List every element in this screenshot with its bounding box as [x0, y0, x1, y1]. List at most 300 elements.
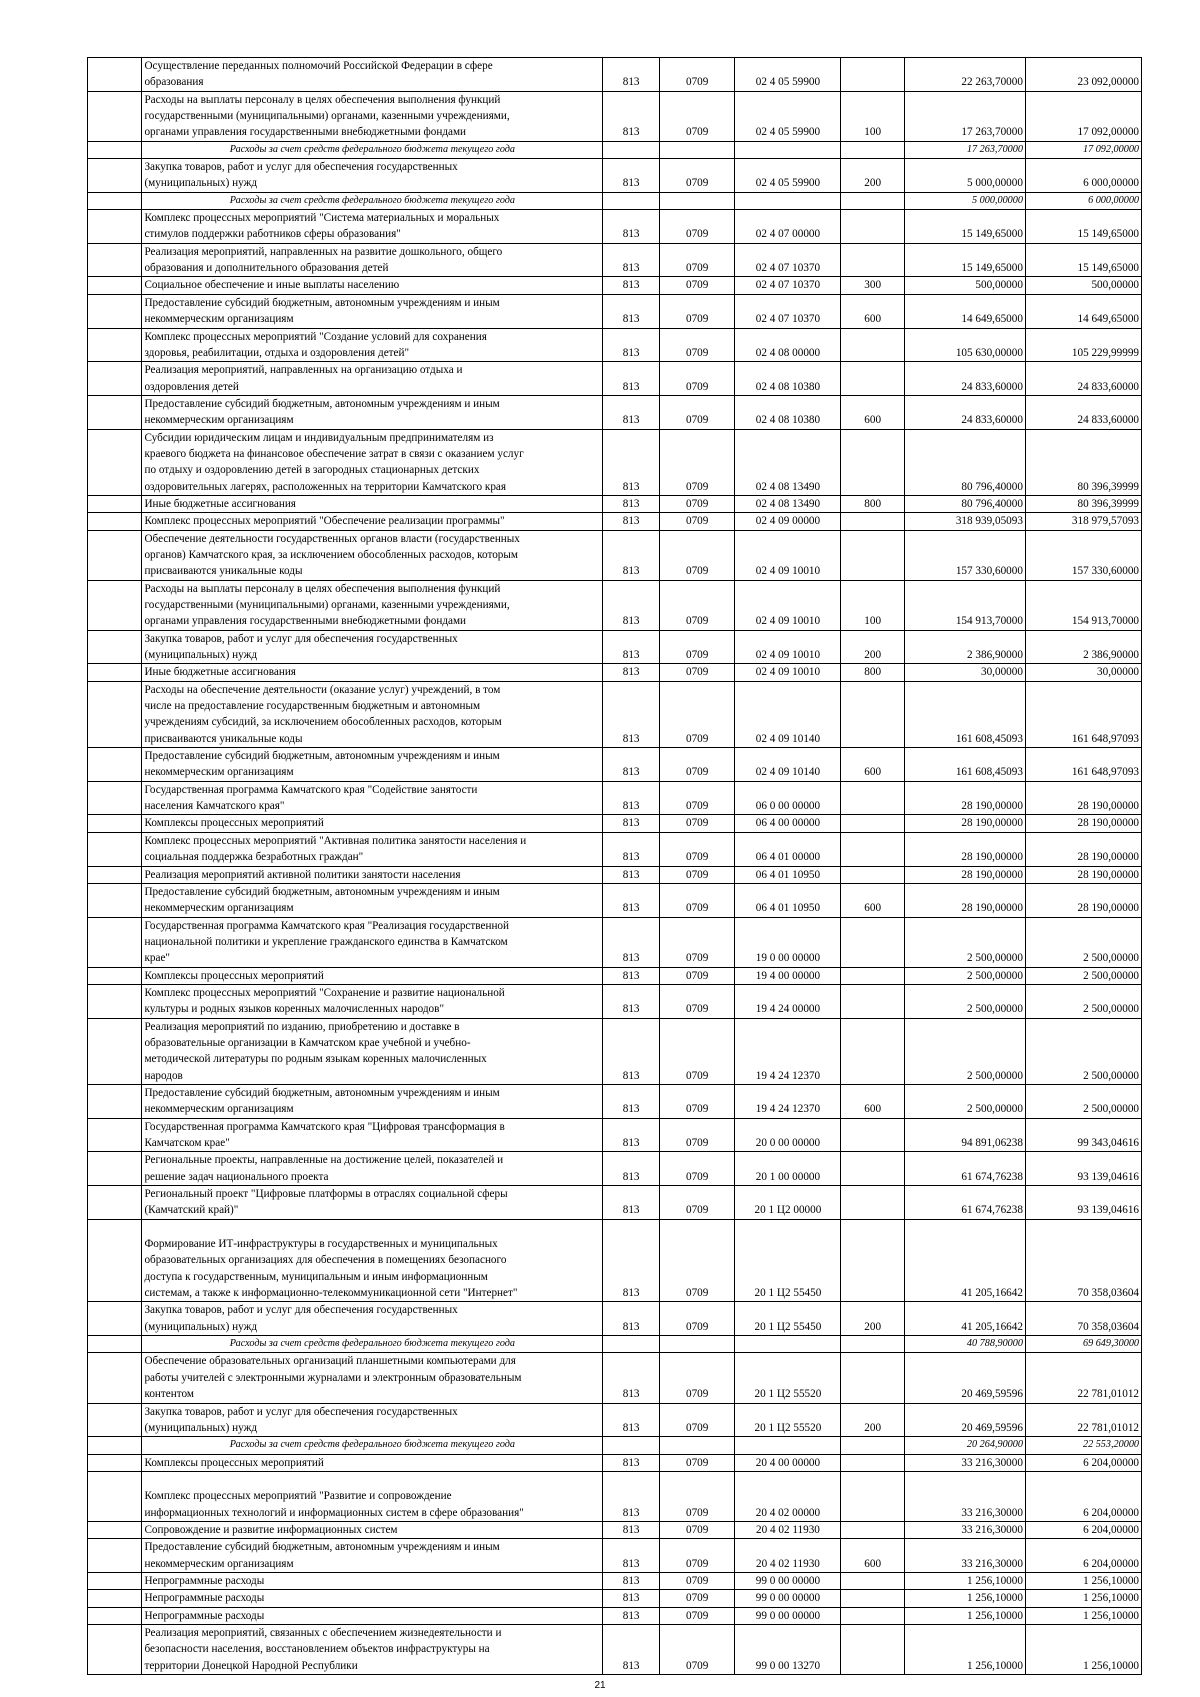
row-section-code-cell: 0709	[659, 630, 735, 664]
row-ministry-code-cell: 813	[603, 1403, 659, 1437]
row-section-code-cell: 0709	[659, 1624, 735, 1674]
row-section-code-cell: 0709	[659, 580, 735, 630]
row-name-cell: Комплекс процессных мероприятий "Создание условий для сохранения здоровья, реабилитации, отдыха и оздоровления детей"	[142, 328, 603, 362]
row-section-code-cell: 0709	[659, 748, 735, 782]
row-amount-year2-cell: 6 204,00000	[1025, 1521, 1141, 1538]
row-amount-year1-cell: 2 500,00000	[904, 917, 1025, 967]
row-ministry-code-cell: 813	[603, 1353, 659, 1403]
row-name-cell: Осуществление переданных полномочий Российской Федерации в сфере образования	[142, 58, 603, 92]
row-target-article-cell: 02 4 05 59900	[735, 91, 841, 141]
row-target-article-cell: 20 1 Ц2 55450	[735, 1302, 841, 1336]
row-section-code-cell: 0709	[659, 1186, 735, 1220]
row-ministry-code-cell: 813	[603, 1219, 659, 1302]
row-ministry-code-cell: 813	[603, 984, 659, 1018]
row-amount-year1-cell: 161 608,45093	[904, 748, 1025, 782]
row-amount-year2-cell: 1 256,10000	[1025, 1572, 1141, 1589]
table-row	[88, 294, 1142, 328]
row-ministry-code-cell: 813	[603, 159, 659, 193]
row-amount-year2-cell: 2 500,00000	[1025, 984, 1141, 1018]
row-expense-type-cell: 600	[841, 883, 905, 917]
row-ministry-code-cell: 813	[603, 1454, 659, 1471]
row-section-code-cell	[659, 141, 735, 158]
table-row	[88, 58, 1142, 92]
row-empty-cell	[88, 328, 142, 362]
row-expense-type-cell	[841, 917, 905, 967]
row-ministry-code-cell: 813	[603, 1539, 659, 1573]
row-amount-year1-cell: 105 630,00000	[904, 328, 1025, 362]
row-target-article-cell: 06 4 01 10950	[735, 883, 841, 917]
table-row	[88, 832, 1142, 866]
row-amount-year2-cell: 93 139,04616	[1025, 1152, 1141, 1186]
row-empty-cell	[88, 1302, 142, 1336]
row-amount-year1-cell: 33 216,30000	[904, 1539, 1025, 1573]
row-amount-year1-cell: 2 500,00000	[904, 967, 1025, 984]
row-expense-type-cell	[841, 1152, 905, 1186]
row-section-code-cell: 0709	[659, 1152, 735, 1186]
row-empty-cell	[88, 362, 142, 396]
row-ministry-code-cell: 813	[603, 1118, 659, 1152]
row-expense-type-cell: 600	[841, 1084, 905, 1118]
row-amount-year2-cell: 70 358,03604	[1025, 1219, 1141, 1302]
row-name-cell: Обеспечение образовательных организаций планшетными компьютерами для работы учителей с электронными журналами и электронным образовательным контентом	[142, 1353, 603, 1403]
row-expense-type-cell	[841, 1353, 905, 1403]
row-amount-year2-cell: 80 396,39999	[1025, 495, 1141, 512]
row-amount-year1-cell: 2 500,00000	[904, 1084, 1025, 1118]
row-amount-year2-cell: 28 190,00000	[1025, 815, 1141, 832]
row-expense-type-cell: 600	[841, 294, 905, 328]
row-name-cell: Закупка товаров, работ и услуг для обеспечения государственных (муниципальных) нужд	[142, 630, 603, 664]
row-target-article-cell: 02 4 08 10380	[735, 395, 841, 429]
row-target-article-cell: 02 4 09 10010	[735, 530, 841, 580]
row-target-article-cell: 06 4 00 00000	[735, 815, 841, 832]
row-empty-cell	[88, 1521, 142, 1538]
row-section-code-cell: 0709	[659, 984, 735, 1018]
row-section-code-cell: 0709	[659, 1353, 735, 1403]
row-expense-type-cell	[841, 1018, 905, 1084]
row-amount-year1-cell: 14 649,65000	[904, 294, 1025, 328]
row-empty-cell	[88, 630, 142, 664]
federal-budget-row	[88, 1336, 1142, 1353]
table-row	[88, 159, 1142, 193]
row-expense-type-cell: 800	[841, 664, 905, 681]
table-row	[88, 917, 1142, 967]
row-amount-year2-cell: 15 149,65000	[1025, 243, 1141, 277]
row-target-article-cell: 02 4 09 10140	[735, 748, 841, 782]
row-ministry-code-cell: 813	[603, 866, 659, 883]
row-amount-year2-cell: 6 204,00000	[1025, 1454, 1141, 1471]
table-row	[88, 1471, 1142, 1521]
row-section-code-cell: 0709	[659, 1607, 735, 1624]
row-amount-year1-cell: 161 608,45093	[904, 681, 1025, 747]
row-ministry-code-cell: 813	[603, 91, 659, 141]
row-amount-year2-cell: 24 833,60000	[1025, 395, 1141, 429]
row-section-code-cell: 0709	[659, 1454, 735, 1471]
row-section-code-cell: 0709	[659, 664, 735, 681]
row-amount-year1-cell: 30,00000	[904, 664, 1025, 681]
row-section-code-cell	[659, 1437, 735, 1454]
row-target-article-cell: 19 4 00 00000	[735, 967, 841, 984]
row-section-code-cell: 0709	[659, 866, 735, 883]
row-section-code-cell: 0709	[659, 530, 735, 580]
row-expense-type-cell: 600	[841, 1539, 905, 1573]
row-expense-type-cell	[841, 1454, 905, 1471]
row-expense-type-cell	[841, 1607, 905, 1624]
table-row	[88, 781, 1142, 815]
row-section-code-cell: 0709	[659, 681, 735, 747]
row-amount-year2-cell: 15 149,65000	[1025, 210, 1141, 244]
row-ministry-code-cell: 813	[603, 664, 659, 681]
row-name-cell: Реализация мероприятий, направленных на развитие дошкольного, общего образования и дополнительного образования детей	[142, 243, 603, 277]
row-amount-year2-cell: 22 781,01012	[1025, 1353, 1141, 1403]
row-empty-cell	[88, 141, 142, 158]
row-empty-cell	[88, 1018, 142, 1084]
row-expense-type-cell	[841, 243, 905, 277]
row-amount-year1-cell: 33 216,30000	[904, 1521, 1025, 1538]
row-empty-cell	[88, 192, 142, 209]
row-target-article-cell: 20 1 Ц2 55520	[735, 1353, 841, 1403]
row-ministry-code-cell: 813	[603, 328, 659, 362]
row-name-cell: Расходы на обеспечение деятельности (оказание услуг) учреждений, в том числе на предоставление государственным бюджетным и автономным учреждениям субсидий, за исключением обособленных расходов, которым присваиваются уникальные коды	[142, 681, 603, 747]
row-section-code-cell: 0709	[659, 1572, 735, 1589]
row-section-code-cell: 0709	[659, 832, 735, 866]
row-empty-cell	[88, 1624, 142, 1674]
row-name-cell: Непрограммные расходы	[142, 1590, 603, 1607]
row-ministry-code-cell: 813	[603, 681, 659, 747]
row-amount-year1-cell: 1 256,10000	[904, 1590, 1025, 1607]
row-section-code-cell: 0709	[659, 159, 735, 193]
row-name-cell: Предоставление субсидий бюджетным, автономным учреждениям и иным некоммерческим организациям	[142, 395, 603, 429]
row-expense-type-cell: 100	[841, 91, 905, 141]
row-amount-year2-cell: 318 979,57093	[1025, 513, 1141, 530]
row-empty-cell	[88, 1084, 142, 1118]
row-amount-year1-cell: 33 216,30000	[904, 1471, 1025, 1521]
row-empty-cell	[88, 1590, 142, 1607]
row-target-article-cell: 02 4 08 13490	[735, 495, 841, 512]
table-row	[88, 748, 1142, 782]
row-name-cell: Непрограммные расходы	[142, 1572, 603, 1589]
row-expense-type-cell	[841, 1186, 905, 1220]
federal-budget-row	[88, 141, 1142, 158]
table-row	[88, 243, 1142, 277]
row-section-code-cell: 0709	[659, 294, 735, 328]
row-section-code-cell: 0709	[659, 210, 735, 244]
row-name-cell: Региональные проекты, направленные на достижение целей, показателей и решение задач национального проекта	[142, 1152, 603, 1186]
row-amount-year1-cell: 157 330,60000	[904, 530, 1025, 580]
row-name-cell: Государственная программа Камчатского края "Содействие занятости населения Камчатского края"	[142, 781, 603, 815]
row-section-code-cell: 0709	[659, 1471, 735, 1521]
table-row	[88, 1152, 1142, 1186]
row-section-code-cell: 0709	[659, 362, 735, 396]
row-name-cell: Комплекс процессных мероприятий "Активная политика занятости населения и социальная поддержка безработных граждан"	[142, 832, 603, 866]
row-target-article-cell: 20 4 02 00000	[735, 1471, 841, 1521]
row-name-cell: Государственная программа Камчатского края "Реализация государственной национальной политики и укрепление гражданского единства в Камчатском крае"	[142, 917, 603, 967]
row-section-code-cell: 0709	[659, 815, 735, 832]
table-row	[88, 984, 1142, 1018]
table-row	[88, 1018, 1142, 1084]
row-target-article-cell: 20 1 Ц2 55450	[735, 1219, 841, 1302]
row-amount-year1-cell: 28 190,00000	[904, 781, 1025, 815]
row-expense-type-cell	[841, 429, 905, 495]
row-amount-year1-cell: 20 469,59596	[904, 1403, 1025, 1437]
row-section-code-cell: 0709	[659, 781, 735, 815]
row-amount-year1-cell: 24 833,60000	[904, 362, 1025, 396]
row-empty-cell	[88, 1219, 142, 1302]
row-amount-year2-cell: 99 343,04616	[1025, 1118, 1141, 1152]
row-section-code-cell: 0709	[659, 429, 735, 495]
row-empty-cell	[88, 748, 142, 782]
row-name-cell: Субсидии юридическим лицам и индивидуальным предпринимателям из краевого бюджета на финансовое обеспечение затрат в связи с оказанием услуг по отдыху и оздоровлению детей в загородных стационарных детских оздоровительных лагерях, расположенных на территории Камчатского края	[142, 429, 603, 495]
row-name-cell: Расходы за счет средств федерального бюджета текущего года	[142, 1437, 603, 1454]
row-expense-type-cell	[841, 681, 905, 747]
row-expense-type-cell: 200	[841, 630, 905, 664]
row-expense-type-cell	[841, 210, 905, 244]
row-empty-cell	[88, 815, 142, 832]
row-name-cell: Закупка товаров, работ и услуг для обеспечения государственных (муниципальных) нужд	[142, 1302, 603, 1336]
row-amount-year2-cell: 105 229,99999	[1025, 328, 1141, 362]
row-ministry-code-cell: 813	[603, 1607, 659, 1624]
row-ministry-code-cell: 813	[603, 1521, 659, 1538]
row-amount-year2-cell: 69 649,30000	[1025, 1336, 1141, 1353]
row-name-cell: Комплекс процессных мероприятий "Развитие и сопровождение информационных технологий и информационных систем в сфере образования"	[142, 1471, 603, 1521]
table-row	[88, 1186, 1142, 1220]
row-ministry-code-cell: 813	[603, 917, 659, 967]
row-expense-type-cell	[841, 1219, 905, 1302]
row-amount-year1-cell: 15 149,65000	[904, 210, 1025, 244]
table-row	[88, 1084, 1142, 1118]
row-name-cell: Реализация мероприятий активной политики занятости населения	[142, 866, 603, 883]
row-amount-year2-cell: 1 256,10000	[1025, 1607, 1141, 1624]
table-row	[88, 866, 1142, 883]
row-amount-year1-cell: 2 386,90000	[904, 630, 1025, 664]
table-row	[88, 328, 1142, 362]
row-target-article-cell: 20 4 02 11930	[735, 1539, 841, 1573]
row-target-article-cell: 06 4 01 10950	[735, 866, 841, 883]
row-ministry-code-cell: 813	[603, 395, 659, 429]
row-amount-year2-cell: 28 190,00000	[1025, 781, 1141, 815]
row-target-article-cell: 99 0 00 00000	[735, 1590, 841, 1607]
row-empty-cell	[88, 984, 142, 1018]
row-amount-year1-cell: 41 205,16642	[904, 1302, 1025, 1336]
row-empty-cell	[88, 1607, 142, 1624]
row-name-cell: Региональный проект "Цифровые платформы в отраслях социальной сферы (Камчатский край)"	[142, 1186, 603, 1220]
row-ministry-code-cell: 813	[603, 1186, 659, 1220]
row-ministry-code-cell: 813	[603, 630, 659, 664]
row-expense-type-cell	[841, 141, 905, 158]
row-name-cell: Расходы на выплаты персоналу в целях обеспечения выполнения функций государственными (муниципальными) органами, казенными учреждениями, органами управления государственными внебюджетными фондами	[142, 91, 603, 141]
row-expense-type-cell	[841, 513, 905, 530]
row-amount-year1-cell: 61 674,76238	[904, 1186, 1025, 1220]
row-ministry-code-cell: 813	[603, 580, 659, 630]
row-name-cell: Социальное обеспечение и иные выплаты населению	[142, 277, 603, 294]
row-name-cell: Предоставление субсидий бюджетным, автономным учреждениям и иным некоммерческим организациям	[142, 883, 603, 917]
table-row	[88, 1521, 1142, 1538]
row-name-cell: Комплексы процессных мероприятий	[142, 1454, 603, 1471]
table-row	[88, 429, 1142, 495]
row-empty-cell	[88, 210, 142, 244]
row-expense-type-cell	[841, 815, 905, 832]
row-ministry-code-cell	[603, 192, 659, 209]
row-target-article-cell: 02 4 07 10370	[735, 243, 841, 277]
row-ministry-code-cell: 813	[603, 832, 659, 866]
row-amount-year2-cell: 28 190,00000	[1025, 832, 1141, 866]
row-amount-year1-cell: 1 256,10000	[904, 1624, 1025, 1674]
row-ministry-code-cell	[603, 1336, 659, 1353]
row-amount-year1-cell: 2 500,00000	[904, 1018, 1025, 1084]
row-amount-year1-cell: 40 788,90000	[904, 1336, 1025, 1353]
row-amount-year1-cell: 154 913,70000	[904, 580, 1025, 630]
row-empty-cell	[88, 1539, 142, 1573]
row-ministry-code-cell: 813	[603, 1018, 659, 1084]
row-target-article-cell: 99 0 00 13270	[735, 1624, 841, 1674]
row-empty-cell	[88, 1186, 142, 1220]
row-section-code-cell: 0709	[659, 513, 735, 530]
budget-table	[87, 57, 1142, 1675]
row-empty-cell	[88, 530, 142, 580]
row-target-article-cell: 19 4 24 00000	[735, 984, 841, 1018]
row-amount-year2-cell: 22 781,01012	[1025, 1403, 1141, 1437]
row-ministry-code-cell: 813	[603, 967, 659, 984]
row-target-article-cell: 02 4 07 10370	[735, 277, 841, 294]
table-row	[88, 1118, 1142, 1152]
row-section-code-cell: 0709	[659, 967, 735, 984]
row-target-article-cell: 20 4 02 11930	[735, 1521, 841, 1538]
row-name-cell: Комплекс процессных мероприятий "Обеспечение реализации программы"	[142, 513, 603, 530]
row-target-article-cell: 06 0 00 00000	[735, 781, 841, 815]
row-expense-type-cell	[841, 967, 905, 984]
row-ministry-code-cell: 813	[603, 883, 659, 917]
row-target-article-cell: 02 4 09 10010	[735, 580, 841, 630]
row-section-code-cell: 0709	[659, 1539, 735, 1573]
row-amount-year1-cell: 80 796,40000	[904, 429, 1025, 495]
row-ministry-code-cell: 813	[603, 1572, 659, 1589]
row-amount-year2-cell: 1 256,10000	[1025, 1590, 1141, 1607]
row-name-cell: Государственная программа Камчатского края "Цифровая трансформация в Камчатском крае"	[142, 1118, 603, 1152]
row-amount-year1-cell: 33 216,30000	[904, 1454, 1025, 1471]
row-section-code-cell: 0709	[659, 495, 735, 512]
row-target-article-cell: 19 4 24 12370	[735, 1018, 841, 1084]
row-section-code-cell: 0709	[659, 1590, 735, 1607]
row-amount-year2-cell: 17 092,00000	[1025, 91, 1141, 141]
row-empty-cell	[88, 513, 142, 530]
table-row	[88, 681, 1142, 747]
table-row	[88, 1454, 1142, 1471]
row-expense-type-cell	[841, 1572, 905, 1589]
row-amount-year1-cell: 28 190,00000	[904, 832, 1025, 866]
row-expense-type-cell: 200	[841, 159, 905, 193]
federal-budget-row	[88, 192, 1142, 209]
row-expense-type-cell	[841, 1118, 905, 1152]
row-name-cell: Комплекс процессных мероприятий "Сохранение и развитие национальной культуры и родных языков коренных малочисленных народов"	[142, 984, 603, 1018]
row-name-cell: Комплексы процессных мероприятий	[142, 967, 603, 984]
row-name-cell: Предоставление субсидий бюджетным, автономным учреждениям и иным некоммерческим организациям	[142, 748, 603, 782]
table-row	[88, 967, 1142, 984]
row-amount-year1-cell: 1 256,10000	[904, 1607, 1025, 1624]
row-amount-year2-cell: 28 190,00000	[1025, 866, 1141, 883]
row-amount-year2-cell: 70 358,03604	[1025, 1302, 1141, 1336]
table-row	[88, 91, 1142, 141]
row-amount-year1-cell: 22 263,70000	[904, 58, 1025, 92]
row-amount-year1-cell: 24 833,60000	[904, 395, 1025, 429]
row-ministry-code-cell	[603, 141, 659, 158]
table-row	[88, 1590, 1142, 1607]
row-amount-year2-cell: 2 386,90000	[1025, 630, 1141, 664]
row-target-article-cell: 02 4 08 10380	[735, 362, 841, 396]
row-name-cell: Расходы за счет средств федерального бюджета текущего года	[142, 141, 603, 158]
table-row	[88, 495, 1142, 512]
row-amount-year1-cell: 41 205,16642	[904, 1219, 1025, 1302]
row-empty-cell	[88, 781, 142, 815]
row-empty-cell	[88, 1403, 142, 1437]
table-row	[88, 1572, 1142, 1589]
table-row	[88, 395, 1142, 429]
row-target-article-cell: 02 4 09 10010	[735, 630, 841, 664]
row-name-cell: Расходы за счет средств федерального бюджета текущего года	[142, 1336, 603, 1353]
row-section-code-cell: 0709	[659, 91, 735, 141]
table-row	[88, 580, 1142, 630]
row-amount-year1-cell: 5 000,00000	[904, 159, 1025, 193]
row-amount-year1-cell: 500,00000	[904, 277, 1025, 294]
row-amount-year2-cell: 14 649,65000	[1025, 294, 1141, 328]
row-section-code-cell: 0709	[659, 1521, 735, 1538]
row-target-article-cell: 20 1 Ц2 00000	[735, 1186, 841, 1220]
row-amount-year2-cell: 17 092,00000	[1025, 141, 1141, 158]
row-amount-year2-cell: 80 396,39999	[1025, 429, 1141, 495]
row-ministry-code-cell: 813	[603, 748, 659, 782]
row-amount-year2-cell: 22 553,20000	[1025, 1437, 1141, 1454]
row-empty-cell	[88, 681, 142, 747]
row-section-code-cell: 0709	[659, 243, 735, 277]
row-amount-year2-cell: 161 648,97093	[1025, 681, 1141, 747]
row-expense-type-cell	[841, 1521, 905, 1538]
row-amount-year2-cell: 2 500,00000	[1025, 917, 1141, 967]
row-name-cell: Предоставление субсидий бюджетным, автономным учреждениям и иным некоммерческим организациям	[142, 1084, 603, 1118]
row-target-article-cell: 02 4 05 59900	[735, 58, 841, 92]
row-name-cell: Обеспечение деятельности государственных органов власти (государственных органов) Камчатского края, за исключением обособленных расходов, которым присваиваются уникальные коды	[142, 530, 603, 580]
row-amount-year1-cell: 28 190,00000	[904, 866, 1025, 883]
row-expense-type-cell: 300	[841, 277, 905, 294]
row-name-cell: Расходы за счет средств федерального бюджета текущего года	[142, 192, 603, 209]
row-target-article-cell: 06 4 01 00000	[735, 832, 841, 866]
row-target-article-cell: 20 4 00 00000	[735, 1454, 841, 1471]
row-empty-cell	[88, 967, 142, 984]
row-amount-year1-cell: 318 939,05093	[904, 513, 1025, 530]
row-expense-type-cell	[841, 1590, 905, 1607]
table-row	[88, 883, 1142, 917]
row-empty-cell	[88, 495, 142, 512]
row-section-code-cell: 0709	[659, 1018, 735, 1084]
table-row	[88, 815, 1142, 832]
row-empty-cell	[88, 395, 142, 429]
row-empty-cell	[88, 159, 142, 193]
row-ministry-code-cell: 813	[603, 513, 659, 530]
table-row	[88, 1302, 1142, 1336]
row-name-cell: Реализация мероприятий по изданию, приобретению и доставке в образовательные организации в Камчатском крае учебной и учебно- методической литературы по родным языкам коренных малочисленных народов	[142, 1018, 603, 1084]
row-section-code-cell	[659, 192, 735, 209]
row-target-article-cell	[735, 1437, 841, 1454]
row-name-cell: Предоставление субсидий бюджетным, автономным учреждениям и иным некоммерческим организациям	[142, 294, 603, 328]
row-empty-cell	[88, 1336, 142, 1353]
table-row	[88, 1403, 1142, 1437]
row-empty-cell	[88, 1118, 142, 1152]
row-amount-year1-cell: 2 500,00000	[904, 984, 1025, 1018]
row-amount-year2-cell: 24 833,60000	[1025, 362, 1141, 396]
row-section-code-cell: 0709	[659, 395, 735, 429]
row-section-code-cell: 0709	[659, 1118, 735, 1152]
row-target-article-cell: 20 1 Ц2 55520	[735, 1403, 841, 1437]
row-section-code-cell: 0709	[659, 58, 735, 92]
row-empty-cell	[88, 429, 142, 495]
row-expense-type-cell	[841, 192, 905, 209]
